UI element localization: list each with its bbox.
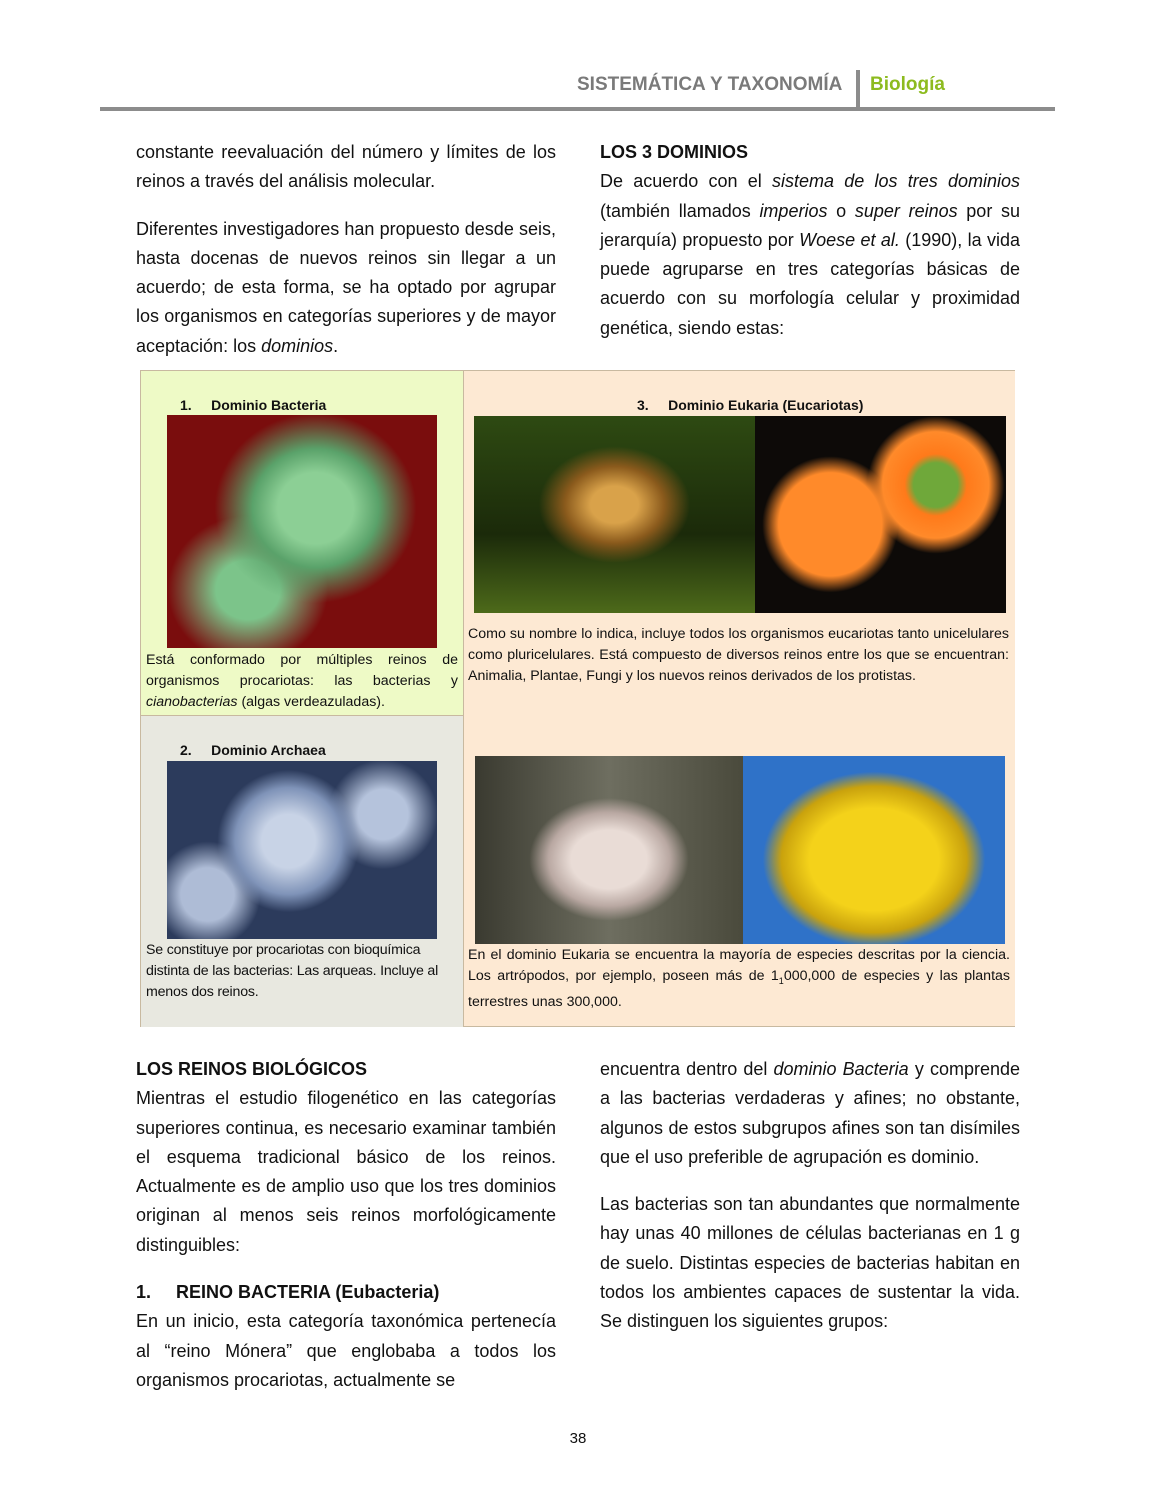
subsection-heading: 1. REINO BACTERIA (Eubacteria) (136, 1282, 440, 1303)
paragraph (600, 167, 1020, 343)
right-column-bottom (600, 1055, 1020, 1355)
right-column-top (600, 138, 1020, 361)
paragraph (136, 215, 556, 361)
paragraph (600, 1055, 1020, 1172)
bacteria-title: 1. Dominio Bacteria (180, 397, 327, 413)
archaea-cell (141, 716, 464, 1027)
mushroom-image (475, 756, 743, 944)
subscript: 1 (778, 975, 784, 986)
yellow-tree-image (743, 756, 1005, 944)
bacteria-caption (146, 650, 458, 713)
text: (algas verdeazuladas). (237, 694, 385, 710)
text-italic: super reinos (854, 200, 958, 221)
text: encuentra dentro del (600, 1059, 774, 1079)
archaea-caption: Se constituye por procariotas con bioquímica distinta de las bacterias: Las arqueas. Incluye al menos dos reinos. (146, 942, 439, 1000)
text-italic: dominio Bacteria (773, 1059, 909, 1079)
text: (también llamados (600, 200, 760, 221)
text-italic: dominios (261, 335, 334, 356)
text-italic: Woese et al. (799, 229, 900, 250)
text-italic: imperios (759, 200, 828, 221)
left-column-bottom (136, 1055, 556, 1413)
running-header-subject: Biología (870, 74, 945, 95)
text: por su jerarquía) propuesto por (600, 200, 1021, 250)
paragraph: Mientras el estudio filogenético en las categorías superiores continua, es necesario examinar también el esquema tradicional básico de los reinos. Actualmente es de amplio uso que los tres dominios originan al menos seis reinos morfológicamente distinguibles: (136, 1088, 556, 1255)
left-column-top (136, 138, 556, 379)
section-heading: LOS REINOS BIOLÓGICOS (136, 1059, 368, 1079)
text: Diferentes investigadores han propuesto desde seis, hasta docenas de nuevos reinos sin llegar a un acuerdo; de esta forma, se ha optado por agrupar los organismos en categorías superiores y de mayor aceptación: los (136, 218, 556, 356)
eukaria-caption-1: Como su nombre lo indica, incluye todos los organismos eucariotas tanto unicelulares como pluricelulares. Está compuesto de diversos reinos entre los que se encuentran: Animalia, Plantae, Fungi y los nuevos reinos derivados de los protistas. (468, 626, 1009, 684)
text: y comprende a las bacterias verdaderas y afines; no obstante, algunos de estos subgrupos afines son tan disímiles que el uso preferible de agrupación es dominio. (600, 1059, 1021, 1167)
eukaria-cell (464, 371, 1015, 1026)
paragraph: constante reevaluación del número y límites de los reinos a través del análisis molecular. (136, 142, 556, 192)
paragraph: Las bacterias son tan abundantes que normalmente hay unas 40 millones de células bacterianas en 1 g de suelo. Distintas especies de bacterias habitan en todos los ambientes capaces de sustentar la vida. Se distinguen los siguientes grupos: (600, 1194, 1020, 1332)
bacteria-image (167, 415, 437, 648)
eukaria-caption-2 (468, 945, 1010, 1013)
pollen-image (755, 416, 1006, 613)
text-italic: cianobacterias (146, 694, 238, 710)
paragraph: En un inicio, esta categoría taxonómica pertenecía al “reino Mónera” que englobaba a todos los organismos procariotas, actualmente se (136, 1311, 556, 1390)
running-header-title: SISTEMÁTICA Y TAXONOMÍA (577, 74, 843, 95)
bacteria-cell (141, 371, 464, 716)
text: . (333, 335, 339, 356)
text: Está conformado por múltiples reinos de organismos procariotas: las bacterias y (146, 652, 458, 689)
header-rule (100, 107, 1055, 111)
eukaria-title: 3. Dominio Eukaria (Eucariotas) (637, 397, 864, 413)
text: (1990), la vida puede agruparse en tres categorías básicas de acuerdo con su morfología celular y proximidad genética, siendo estas: (600, 229, 1020, 338)
text: o (827, 200, 855, 221)
text: De acuerdo con el (600, 171, 772, 192)
ocelot-image (474, 416, 755, 613)
text-italic: sistema de los tres dominios (772, 171, 1020, 192)
header-divider (856, 70, 860, 110)
domains-figure (140, 370, 1015, 1027)
text: 000,000 de especies y las plantas terrestres unas 300,000. (468, 968, 1010, 1010)
archaea-image (167, 761, 437, 939)
archaea-title: 2. Dominio Archaea (180, 742, 326, 758)
section-heading: LOS 3 DOMINIOS (600, 142, 749, 162)
page-number: 38 (569, 1430, 587, 1447)
text: En el dominio Eukaria se encuentra la mayoría de especies descritas por la ciencia. Los artrópodos, por ejemplo, poseen más de 1 (468, 947, 1010, 984)
